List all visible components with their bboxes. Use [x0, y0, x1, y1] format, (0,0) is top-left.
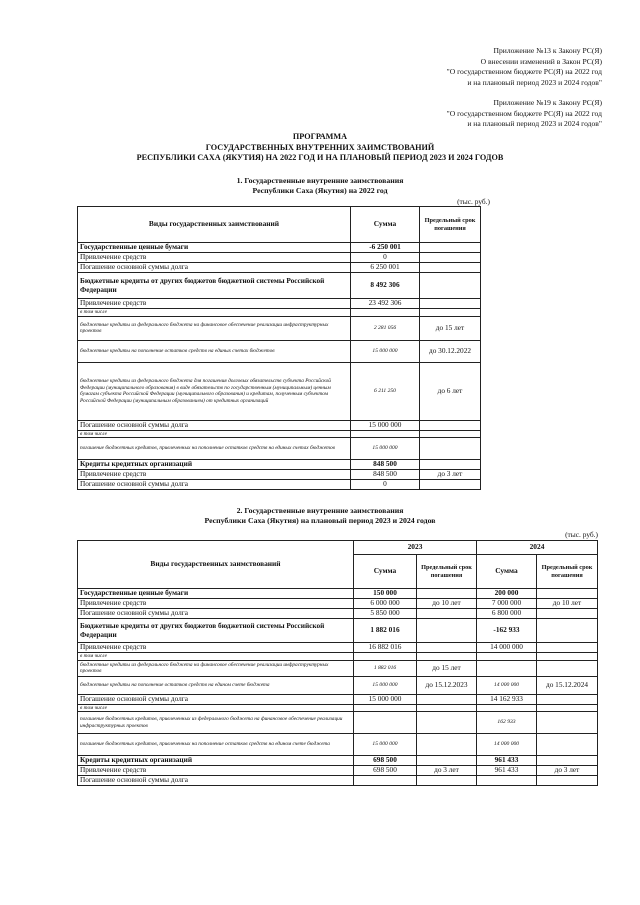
header-cell: Сумма [351, 207, 420, 243]
annex-line: и на плановый период 2023 и 2024 годов" [467, 77, 602, 87]
row-label: погашение бюджетных кредитов, привлеченных на пополнение остатков средств на единых счетах бюджетов [78, 438, 351, 460]
table-row [78, 460, 481, 470]
row-sum-2024: 961 433 [477, 756, 537, 766]
table-row [78, 756, 598, 766]
row-label: в том числе [78, 653, 354, 661]
row-sum-2024 [477, 660, 537, 676]
row-label: бюджетные кредиты из федерального бюджета на финансовое обеспечение реализации инфраструктурных проектов [78, 316, 351, 340]
row-label: Кредиты кредитных организаций [78, 460, 351, 470]
row-term-2023 [417, 704, 477, 712]
table-row [78, 660, 598, 676]
row-sum-2024 [477, 653, 537, 661]
row-term: до 6 лет [420, 362, 481, 420]
section-title-line: Республики Саха (Якутия) на плановый период 2023 и 2024 годов [204, 516, 436, 525]
table-row [78, 438, 481, 460]
row-sum-2023: 5 850 000 [354, 609, 417, 619]
row-label: бюджетные кредиты из федерального бюджета на финансовое обеспечение реализации инфраструктурных проектов [78, 660, 354, 676]
table-row [78, 430, 481, 438]
row-term [420, 438, 481, 460]
header-cell: Предельный срок погашения [420, 207, 481, 243]
section-title-line: 1. Государственные внутренние заимствования [236, 176, 404, 185]
annex-line: О внесении изменений в Закон РС(Я) [480, 56, 602, 66]
row-sum-2023: 698 500 [354, 766, 417, 776]
row-term-2023 [417, 609, 477, 619]
row-term [420, 263, 481, 273]
header-year-2023: 2023 [354, 541, 477, 555]
row-sum-2024: 14 162 933 [477, 694, 537, 704]
row-sum: 23 492 306 [351, 299, 420, 309]
row-sum-2023: 150 000 [354, 589, 417, 599]
annex-block-1 [447, 46, 602, 88]
row-label: Государственные ценные бумаги [78, 243, 351, 253]
row-term-2024 [537, 756, 598, 766]
table-row [78, 694, 598, 704]
table-row [78, 734, 598, 756]
row-label: погашение бюджетных кредитов, привлеченных на пополнение остатков средств на едином счете бюджета [78, 734, 354, 756]
row-sum: 15 000 000 [351, 420, 420, 430]
annex-line: и на плановый период 2023 и 2024 годов" [467, 119, 602, 128]
row-label: Кредиты кредитных организаций [78, 756, 354, 766]
row-term-2023: до 3 лет [417, 766, 477, 776]
annex-line: Приложение №13 к Закону РС(Я) [493, 46, 602, 55]
row-label: Привлечение средств [78, 766, 354, 776]
header-cell: Предельный срок погашения [417, 555, 477, 589]
row-label: Привлечение средств [78, 470, 351, 480]
row-label: Бюджетные кредиты от других бюджетов бюджетной системы Российской Федерации [78, 273, 351, 299]
row-sum: 6 211 250 [351, 362, 420, 420]
table-row [78, 263, 481, 273]
row-term-2024: до 10 лет [537, 599, 598, 609]
row-term-2024 [537, 619, 598, 643]
row-sum-2023 [354, 712, 417, 734]
title-line: ПРОГРАММА [292, 132, 348, 141]
row-term-2023: до 15 лет [417, 660, 477, 676]
table-row [78, 273, 481, 299]
row-sum [351, 309, 420, 317]
section2-heading [0, 506, 640, 526]
annex-line: "О государственном бюджете РС(Я) на 2022 год [446, 67, 602, 76]
row-term-2024 [537, 653, 598, 661]
row-label: бюджетные кредиты на пополнение остатков средств на едином счете бюджета [78, 676, 354, 694]
table-row [78, 712, 598, 734]
row-label: Привлечение средств [78, 253, 351, 263]
row-label: Привлечение средств [78, 599, 354, 609]
row-sum [351, 430, 420, 438]
row-sum-2023: 6 000 000 [354, 599, 417, 609]
row-term-2023 [417, 734, 477, 756]
table-row [78, 704, 598, 712]
row-term [420, 480, 481, 490]
table-row [78, 340, 481, 362]
table-row [78, 243, 481, 253]
row-sum-2024: 961 433 [477, 766, 537, 776]
row-sum-2023 [354, 776, 417, 786]
row-term-2023: до 10 лет [417, 599, 477, 609]
row-sum-2023: 1 882 016 [354, 660, 417, 676]
row-term-2023 [417, 589, 477, 599]
document-title [0, 132, 640, 164]
table-row [78, 316, 481, 340]
row-term-2024 [537, 734, 598, 756]
header-cell: Предельный срок погашения [537, 555, 598, 589]
table-row [78, 619, 598, 643]
row-sum-2023: 15 000 000 [354, 676, 417, 694]
section2-table [77, 540, 598, 786]
row-term [420, 253, 481, 263]
section2-unit: (тыс. руб.) [565, 530, 598, 539]
row-sum: -6 250 001 [351, 243, 420, 253]
table-row [78, 609, 598, 619]
row-term-2023 [417, 776, 477, 786]
row-term-2024 [537, 609, 598, 619]
row-sum-2023: 698 500 [354, 756, 417, 766]
row-sum: 0 [351, 480, 420, 490]
row-label: Погашение основной суммы долга [78, 694, 354, 704]
header-cell: Виды государственных заимствований [78, 207, 351, 243]
row-term [420, 243, 481, 253]
row-term [420, 430, 481, 438]
table-row [78, 599, 598, 609]
row-sum: 848 500 [351, 470, 420, 480]
row-sum-2024: 14 000 000 [477, 676, 537, 694]
row-label: Погашение основной суммы долга [78, 420, 351, 430]
table-row [78, 420, 481, 430]
row-sum-2024: 14 000 000 [477, 643, 537, 653]
row-term-2023 [417, 643, 477, 653]
row-term-2023 [417, 653, 477, 661]
row-sum-2024: 7 000 000 [477, 599, 537, 609]
row-label: Погашение основной суммы долга [78, 480, 351, 490]
table-row [78, 653, 598, 661]
header-year-2024: 2024 [477, 541, 598, 555]
row-label: Привлечение средств [78, 643, 354, 653]
row-label: Погашение основной суммы долга [78, 609, 354, 619]
annex-line: "О государственном бюджете РС(Я) на 2022 год [446, 108, 602, 118]
table-row [78, 643, 598, 653]
title-line: РЕСПУБЛИКИ САХА (ЯКУТИЯ) НА 2022 ГОД И НА ПЛАНОВЫЙ ПЕРИОД 2023 И 2024 ГОДОВ [136, 153, 504, 162]
row-label: в том числе [78, 430, 351, 438]
row-sum-2024 [477, 776, 537, 786]
row-sum-2024 [477, 704, 537, 712]
table-row [78, 766, 598, 776]
row-term-2023: до 15.12.2023 [417, 676, 477, 694]
row-sum: 848 500 [351, 460, 420, 470]
title-line: ГОСУДАРСТВЕННЫХ ВНУТРЕННИХ ЗАИМСТВОВАНИЙ [205, 142, 435, 152]
row-label: погашение бюджетных кредитов, привлеченных из федерального бюджета на финансовое обеспечение реализации инфраструктурных проектов [78, 712, 354, 734]
row-sum: 15 000 000 [351, 340, 420, 362]
row-term-2024 [537, 694, 598, 704]
row-label: бюджетные кредиты на пополнение остатков средств на единых счетах бюджетов [78, 340, 351, 362]
row-term [420, 309, 481, 317]
section1-table [77, 206, 481, 490]
row-sum-2023: 1 882 016 [354, 619, 417, 643]
annex-line: Приложение №19 к Закону РС(Я) [493, 98, 602, 107]
row-term [420, 420, 481, 430]
annex-block-2 [447, 98, 602, 130]
table-row [78, 776, 598, 786]
row-term: до 15 лет [420, 316, 481, 340]
row-sum: 15 000 000 [351, 438, 420, 460]
row-sum-2023: 16 882 016 [354, 643, 417, 653]
row-label: бюджетные кредиты из федерального бюджета для погашения долговых обязательств субъекта Российской Федерации (муниципального образования) в виде обязательств по государственным (муниципальным) ценным бумагам субъекта Российской Федерации (муниципального образования) и кредитам, полученным субъектом Российской Федерации (муниципальным образованием) от кредитных организаций [78, 362, 351, 420]
table-header-row [78, 207, 481, 243]
row-sum-2024: 162 933 [477, 712, 537, 734]
row-sum: 2 281 056 [351, 316, 420, 340]
table-row [78, 362, 481, 420]
row-term [420, 299, 481, 309]
row-label: Погашение основной суммы долга [78, 776, 354, 786]
section-title-line: Республики Саха (Якутия) на 2022 год [252, 186, 388, 195]
row-term: до 30.12.2022 [420, 340, 481, 362]
row-label: в том числе [78, 309, 351, 317]
row-sum-2023 [354, 653, 417, 661]
row-term: до 3 лет [420, 470, 481, 480]
row-term-2024 [537, 704, 598, 712]
row-sum: 0 [351, 253, 420, 263]
row-term-2024 [537, 776, 598, 786]
row-label: в том числе [78, 704, 354, 712]
row-label: Бюджетные кредиты от других бюджетов бюджетной системы Российской Федерации [78, 619, 354, 643]
table-row [78, 470, 481, 480]
header-cell: Сумма [354, 555, 417, 589]
header-cell: Сумма [477, 555, 537, 589]
row-term-2023 [417, 619, 477, 643]
row-term-2024: до 15.12.2024 [537, 676, 598, 694]
table-row [78, 676, 598, 694]
section1-unit: (тыс. руб.) [457, 197, 490, 206]
row-term [420, 460, 481, 470]
row-label: Погашение основной суммы долга [78, 263, 351, 273]
row-sum: 8 492 306 [351, 273, 420, 299]
row-label: Государственные ценные бумаги [78, 589, 354, 599]
row-sum-2024: 6 800 000 [477, 609, 537, 619]
row-sum-2023: 15 000 000 [354, 734, 417, 756]
table-row [78, 253, 481, 263]
table-row [78, 480, 481, 490]
row-term-2024 [537, 660, 598, 676]
row-term-2024 [537, 589, 598, 599]
row-sum-2024: 14 000 000 [477, 734, 537, 756]
row-label: Привлечение средств [78, 299, 351, 309]
row-term-2023 [417, 756, 477, 766]
row-sum-2023 [354, 704, 417, 712]
section-title-line: 2. Государственные внутренние заимствования [236, 506, 404, 515]
row-term-2023 [417, 712, 477, 734]
table-row [78, 309, 481, 317]
row-sum: 6 250 001 [351, 263, 420, 273]
row-term-2023 [417, 694, 477, 704]
row-sum-2024: 200 000 [477, 589, 537, 599]
row-sum-2023: 15 000 000 [354, 694, 417, 704]
section1-heading [0, 176, 640, 196]
row-term [420, 273, 481, 299]
table-header-row [78, 541, 598, 555]
header-cell: Виды государственных заимствований [78, 541, 354, 589]
table-row [78, 299, 481, 309]
row-term-2024 [537, 712, 598, 734]
row-term-2024: до 3 лет [537, 766, 598, 776]
row-term-2024 [537, 643, 598, 653]
table-row [78, 589, 598, 599]
row-sum-2024: -162 933 [477, 619, 537, 643]
